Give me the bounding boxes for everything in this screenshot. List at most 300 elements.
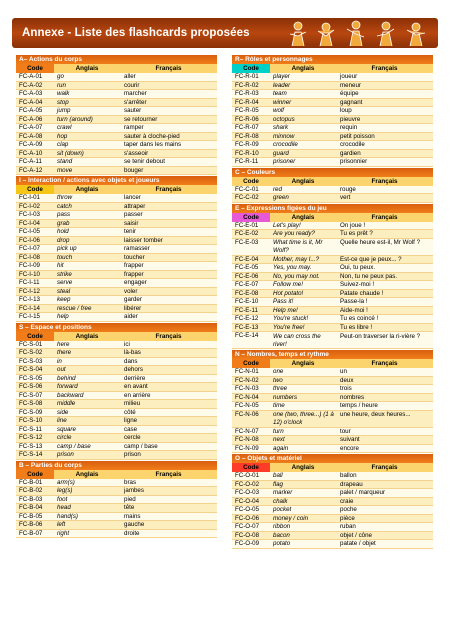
table-row xyxy=(16,237,217,246)
table-row xyxy=(16,521,217,530)
table-row xyxy=(16,513,217,522)
flashcard-code: FC-A-07 xyxy=(19,124,43,131)
table-row xyxy=(16,313,217,322)
french-term: Tu es coincé ! xyxy=(340,315,379,322)
column-header-french: Français xyxy=(336,463,433,472)
french-term: côté xyxy=(124,408,136,416)
table-row xyxy=(16,375,217,384)
english-term: No, you may not. xyxy=(273,272,320,280)
flashcard-code: FC-N-03 xyxy=(235,385,259,392)
section-A xyxy=(16,55,217,175)
flashcard-code: FC-S-01 xyxy=(19,340,43,348)
english-term: side xyxy=(57,408,69,416)
table-row xyxy=(232,411,433,428)
flashcard-code: FC-R-10 xyxy=(235,149,259,157)
flashcard-code: FC-A-02 xyxy=(19,81,43,89)
flashcard-code: FC-O-01 xyxy=(235,472,260,479)
english-term: crawl xyxy=(57,124,72,131)
flashcard-code: FC-R-03 xyxy=(235,90,259,97)
table-row xyxy=(16,262,217,271)
french-term: deux xyxy=(340,376,354,384)
table-row xyxy=(16,358,217,367)
flashcard-code: FC-O-02 xyxy=(235,480,260,488)
french-term: bras xyxy=(124,478,137,486)
english-term: numbers xyxy=(273,393,298,401)
english-term: clap xyxy=(57,141,69,148)
french-term: pièce xyxy=(340,514,355,522)
flashcard-code: FC-B-02 xyxy=(19,487,43,494)
table-row xyxy=(232,124,433,133)
column-header-code: Code xyxy=(232,213,270,222)
english-term: team xyxy=(273,90,287,97)
column-header-row xyxy=(232,213,433,222)
french-term: saisir xyxy=(124,219,139,227)
column-header-english: Anglais xyxy=(270,64,336,73)
english-term: bacon xyxy=(273,531,290,539)
english-term: next xyxy=(273,436,285,443)
french-term: Tu es libre ! xyxy=(340,323,373,331)
section-title-o: O – Objets et matériel xyxy=(232,454,433,463)
table-row xyxy=(16,496,217,505)
french-term: toucher xyxy=(124,253,145,261)
french-term: pieuvre xyxy=(340,115,361,123)
french-term: libérer xyxy=(124,304,142,312)
english-term: ball xyxy=(273,472,283,479)
column-header-english: Anglais xyxy=(54,185,120,194)
table-row xyxy=(232,150,433,159)
french-term: laisser tomber xyxy=(124,236,163,244)
column-header-row xyxy=(16,332,217,341)
french-term: aller xyxy=(124,73,136,80)
flashcard-code: FC-O-05 xyxy=(235,506,260,513)
french-term: On joue ! xyxy=(340,221,366,229)
flashcard-code: FC-I-11 xyxy=(19,279,40,286)
english-term: Follow me! xyxy=(273,281,303,288)
table-row xyxy=(232,445,433,454)
flashcard-code: FC-N-05 xyxy=(235,402,259,409)
english-term: red xyxy=(273,185,282,193)
english-term: arm(s) xyxy=(57,478,75,486)
flashcard-code: FC-E-06 xyxy=(235,272,259,280)
column-header-english: Anglais xyxy=(270,177,336,186)
flashcard-code: FC-N-07 xyxy=(235,427,259,435)
flashcard-code: FC-N-01 xyxy=(235,368,259,375)
flashcard-code: FC-I-15 xyxy=(19,313,40,320)
english-term: run xyxy=(57,81,66,89)
table-row xyxy=(232,158,433,167)
flashcard-code: FC-B-05 xyxy=(19,512,43,520)
column-header-code: Code xyxy=(232,64,270,73)
flashcard-code: FC-R-06 xyxy=(235,115,259,123)
column-header-french: Français xyxy=(120,470,217,479)
english-term: time xyxy=(273,402,285,409)
english-term: walk xyxy=(57,90,70,97)
table-row xyxy=(232,186,433,195)
table-row xyxy=(232,298,433,307)
column-header-french: Français xyxy=(120,64,217,73)
column-header-french: Français xyxy=(336,359,433,368)
flashcard-code: FC-S-11 xyxy=(19,425,42,433)
table-row xyxy=(232,82,433,91)
flashcard-code: FC-E-13 xyxy=(235,323,259,331)
flashcard-code: FC-I-09 xyxy=(19,262,40,269)
french-term: sauter xyxy=(124,107,142,114)
table-row xyxy=(232,99,433,108)
table-row xyxy=(232,368,433,377)
english-term: money / coin xyxy=(273,514,309,522)
english-term: touch xyxy=(57,253,73,261)
table-row xyxy=(232,540,433,549)
french-term: tenir xyxy=(124,228,137,235)
flashcard-code: FC-N-02 xyxy=(235,376,259,384)
flashcard-code: FC-A-04 xyxy=(19,98,43,106)
table-row xyxy=(232,273,433,282)
english-term: We can cross the river! xyxy=(273,332,321,348)
french-term: aider xyxy=(124,313,138,320)
french-term: ramper xyxy=(124,124,144,131)
english-term: marker xyxy=(273,489,293,496)
french-term: prisonnier xyxy=(340,158,368,165)
table-row xyxy=(16,434,217,443)
table-row xyxy=(232,324,433,333)
french-term: jambes xyxy=(124,487,144,494)
flashcard-code: FC-R-11 xyxy=(235,158,259,165)
french-term: dans xyxy=(124,357,138,365)
english-term: foot xyxy=(57,495,68,503)
french-term: ici xyxy=(124,340,130,348)
table-row xyxy=(232,506,433,515)
french-term: Non, tu ne peux pas. xyxy=(340,272,398,280)
table-row xyxy=(232,290,433,299)
flashcard-code: FC-I-05 xyxy=(19,228,40,235)
flashcard-code: FC-A-01 xyxy=(19,73,43,80)
french-term: voler xyxy=(124,287,138,295)
right-column xyxy=(232,55,433,549)
flashcard-code: FC-R-07 xyxy=(235,124,259,131)
flashcard-code: FC-R-01 xyxy=(235,73,259,80)
french-term: gardien xyxy=(340,149,361,157)
flashcard-code: FC-S-12 xyxy=(19,434,43,441)
table-row xyxy=(232,532,433,541)
table-row xyxy=(232,436,433,445)
flashcard-code: FC-O-06 xyxy=(235,514,260,522)
english-term: two xyxy=(273,376,283,384)
flashcard-code: FC-A-05 xyxy=(19,107,43,114)
section-title-i: I – Interaction / actions avec objets et joueurs xyxy=(16,176,217,185)
french-term: Peut-on traverser la ri-vière ? xyxy=(340,332,421,340)
column-header-english: Anglais xyxy=(54,64,120,73)
flashcard-code: FC-R-05 xyxy=(235,107,259,114)
flashcard-code: FC-N-09 xyxy=(235,444,259,452)
column-header-code: Code xyxy=(232,463,270,472)
flashcard-code: FC-I-08 xyxy=(19,253,40,261)
english-term: keep xyxy=(57,296,71,303)
table-row xyxy=(16,124,217,133)
flashcard-code: FC-E-12 xyxy=(235,315,259,322)
english-term: go xyxy=(57,73,64,80)
english-term: potato xyxy=(273,540,291,547)
table-row xyxy=(232,523,433,532)
english-term: line xyxy=(57,417,67,424)
column-header-row xyxy=(232,463,433,472)
flashcard-code: FC-B-07 xyxy=(19,529,43,537)
flashcard-code: FC-I-04 xyxy=(19,219,40,227)
flashcard-code: FC-I-13 xyxy=(19,296,40,303)
flashcard-code: FC-S-03 xyxy=(19,357,43,365)
english-term: crocodile xyxy=(273,141,298,148)
column-header-english: Anglais xyxy=(270,213,336,222)
column-header-code: Code xyxy=(232,359,270,368)
flashcard-code: FC-S-09 xyxy=(19,408,43,416)
flashcard-code: FC-B-03 xyxy=(19,495,43,503)
table-row xyxy=(232,133,433,142)
french-term: frapper xyxy=(124,270,144,278)
flashcard-code: FC-S-08 xyxy=(19,400,43,407)
table-row xyxy=(16,211,217,220)
flashcard-code: FC-S-14 xyxy=(19,451,43,458)
flashcard-code: FC-I-12 xyxy=(19,287,40,295)
section-B xyxy=(16,461,217,539)
table-row xyxy=(232,428,433,437)
flashcard-code: FC-N-04 xyxy=(235,393,259,401)
english-term: hit xyxy=(57,262,64,269)
column-header-row xyxy=(16,470,217,479)
table-row xyxy=(16,90,217,99)
french-term: ballon xyxy=(340,472,357,479)
table-row xyxy=(16,400,217,409)
english-term: here xyxy=(57,340,70,348)
table-row xyxy=(16,426,217,435)
column-header-code: Code xyxy=(232,177,270,186)
english-term: hop xyxy=(57,132,68,140)
table-row xyxy=(232,90,433,99)
french-term: passer xyxy=(124,211,143,218)
english-term: one xyxy=(273,368,284,375)
table-row xyxy=(16,167,217,176)
flashcard-code: FC-R-09 xyxy=(235,141,259,148)
flashcard-code: FC-I-03 xyxy=(19,211,40,218)
table-row xyxy=(16,150,217,159)
flashcard-code: FC-I-01 xyxy=(19,194,40,201)
english-term: minnow xyxy=(273,132,295,140)
table-row xyxy=(16,479,217,488)
english-term: three xyxy=(273,385,288,392)
french-term: petit poisson xyxy=(340,132,375,140)
english-term: head xyxy=(57,504,71,511)
flashcard-code: FC-S-10 xyxy=(19,417,43,424)
table-row xyxy=(16,116,217,125)
section-title-b: B – Parties du corps xyxy=(16,461,217,470)
section-E xyxy=(232,204,433,350)
french-term: case xyxy=(124,425,138,433)
section-title-r: R– Rôles et personnages xyxy=(232,55,433,64)
french-term: camp / base xyxy=(124,442,158,450)
english-term: chalk xyxy=(273,497,288,505)
page-header xyxy=(12,18,438,48)
french-term: se tenir debout xyxy=(124,158,165,165)
table-row xyxy=(232,498,433,507)
french-term: Oui, tu peux. xyxy=(340,264,376,271)
french-term: engager xyxy=(124,279,147,286)
flashcard-code: FC-C-02 xyxy=(235,194,259,201)
table-row xyxy=(16,245,217,254)
table-row xyxy=(232,281,433,290)
english-term: Pass it! xyxy=(273,298,294,305)
table-row xyxy=(16,279,217,288)
table-row xyxy=(232,385,433,394)
english-term: steal xyxy=(57,287,71,295)
french-term: un xyxy=(340,368,347,375)
table-row xyxy=(232,489,433,498)
column-header-french: Français xyxy=(336,213,433,222)
english-term: rescue / free xyxy=(57,304,92,312)
table-row xyxy=(232,402,433,411)
english-term: jump xyxy=(57,107,71,114)
french-term: sauter à cloche-pied xyxy=(124,132,180,140)
english-term: Mother, may I...? xyxy=(273,255,320,263)
english-term: help xyxy=(57,313,69,320)
french-term: en avant xyxy=(124,383,148,390)
flashcard-code: FC-E-01 xyxy=(235,221,259,229)
english-term: Let's play! xyxy=(273,221,301,229)
column-header-english: Anglais xyxy=(54,332,120,341)
french-term: patate / objet xyxy=(340,540,376,547)
english-term: prison xyxy=(57,451,74,458)
french-term: requin xyxy=(340,124,358,131)
flashcard-code: FC-S-04 xyxy=(19,366,43,373)
english-term: behind xyxy=(57,374,76,382)
flashcard-code: FC-S-07 xyxy=(19,391,43,399)
column-header-row xyxy=(232,359,433,368)
english-term: there xyxy=(57,349,72,356)
french-term: taper dans les mains xyxy=(124,141,182,148)
french-term: temps / heure xyxy=(340,402,378,409)
table-row xyxy=(16,254,217,263)
table-row xyxy=(232,230,433,239)
section-title-s: S – Espace et positions xyxy=(16,323,217,332)
table-row xyxy=(232,73,433,82)
english-term: stop xyxy=(57,98,69,106)
flashcard-code: FC-E-03 xyxy=(235,238,259,246)
french-term: pied xyxy=(124,495,136,503)
table-row xyxy=(232,141,433,150)
french-term: loup xyxy=(340,107,352,114)
table-row xyxy=(16,349,217,358)
french-term: cercle xyxy=(124,434,141,441)
french-term: attraper xyxy=(124,202,146,210)
french-term: se retourner xyxy=(124,115,158,123)
english-term: ribbon xyxy=(273,523,291,530)
table-row xyxy=(232,264,433,273)
flashcard-code: FC-I-07 xyxy=(19,245,40,252)
french-term: gauche xyxy=(124,521,145,528)
english-term: You're free! xyxy=(273,323,305,331)
section-S xyxy=(16,323,217,460)
french-term: drapeau xyxy=(340,480,363,488)
column-header-row xyxy=(16,185,217,194)
french-term: gagnant xyxy=(340,98,363,106)
flashcard-code: FC-B-01 xyxy=(19,478,43,486)
column-header-english: Anglais xyxy=(54,470,120,479)
children-figures-icon xyxy=(284,19,434,47)
french-term: bouger xyxy=(124,166,144,174)
english-term: stand xyxy=(57,158,73,165)
english-term: pick up xyxy=(57,245,77,252)
flashcard-code: FC-S-13 xyxy=(19,442,43,450)
column-header-row xyxy=(232,177,433,186)
english-term: drop xyxy=(57,236,70,244)
english-term: forward xyxy=(57,383,78,390)
english-term: hold xyxy=(57,228,69,235)
table-row xyxy=(16,99,217,108)
english-term: winner xyxy=(273,98,292,106)
english-term: grab xyxy=(57,219,70,227)
flashcard-code: FC-E-02 xyxy=(235,230,259,237)
table-row xyxy=(16,530,217,539)
french-term: meneur xyxy=(340,81,361,89)
table-row xyxy=(16,504,217,513)
flashcard-code: FC-A-06 xyxy=(19,115,43,123)
column-header-french: Français xyxy=(336,64,433,73)
table-row xyxy=(16,409,217,418)
section-I xyxy=(16,176,217,322)
french-term: Patate chaude ! xyxy=(340,289,384,297)
flashcard-code: FC-S-06 xyxy=(19,383,43,390)
french-term: ruban xyxy=(340,523,356,530)
french-term: tête xyxy=(124,504,135,511)
flashcard-code: FC-E-05 xyxy=(235,264,259,271)
french-term: Est-ce que je peux... ? xyxy=(340,255,402,263)
french-term: trois xyxy=(340,385,352,392)
column-header-french: Français xyxy=(336,177,433,186)
french-term: Passe-la ! xyxy=(340,298,368,305)
english-term: wolf xyxy=(273,107,285,114)
left-column xyxy=(16,55,217,538)
table-row xyxy=(16,451,217,460)
french-term: Quelle heure est-il, Mr Wolf ? xyxy=(340,239,421,246)
column-header-code: Code xyxy=(16,470,54,479)
french-term: rouge xyxy=(340,185,356,193)
table-row xyxy=(232,315,433,324)
table-row xyxy=(232,222,433,231)
table-row xyxy=(232,239,433,256)
flashcard-code: FC-A-12 xyxy=(19,166,43,174)
flashcard-code: FC-A-08 xyxy=(19,132,43,140)
section-C xyxy=(232,168,433,203)
english-term: What time is it, Mr Wolf? xyxy=(273,239,323,254)
english-term: pass xyxy=(57,211,71,218)
table-row xyxy=(16,296,217,305)
flashcard-code: FC-N-06 xyxy=(235,410,259,418)
table-row xyxy=(16,107,217,116)
flashcard-code: FC-A-10 xyxy=(19,149,43,157)
section-title-e: E – Expressions figées du jeu xyxy=(232,204,433,213)
table-row xyxy=(16,288,217,297)
french-term: palet / marqueur xyxy=(340,489,386,496)
english-term: strike xyxy=(57,270,72,278)
english-term: flag xyxy=(273,480,283,488)
flashcard-code: FC-A-09 xyxy=(19,141,43,148)
french-term: dehors xyxy=(124,366,143,373)
table-row xyxy=(232,107,433,116)
english-term: turn xyxy=(273,427,284,435)
english-term: camp / base xyxy=(57,442,91,450)
flashcard-code: FC-E-11 xyxy=(235,306,258,314)
table-row xyxy=(16,158,217,167)
column-header-code: Code xyxy=(16,64,54,73)
flashcard-code: FC-O-08 xyxy=(235,531,260,539)
flashcard-code: FC-S-02 xyxy=(19,349,43,356)
